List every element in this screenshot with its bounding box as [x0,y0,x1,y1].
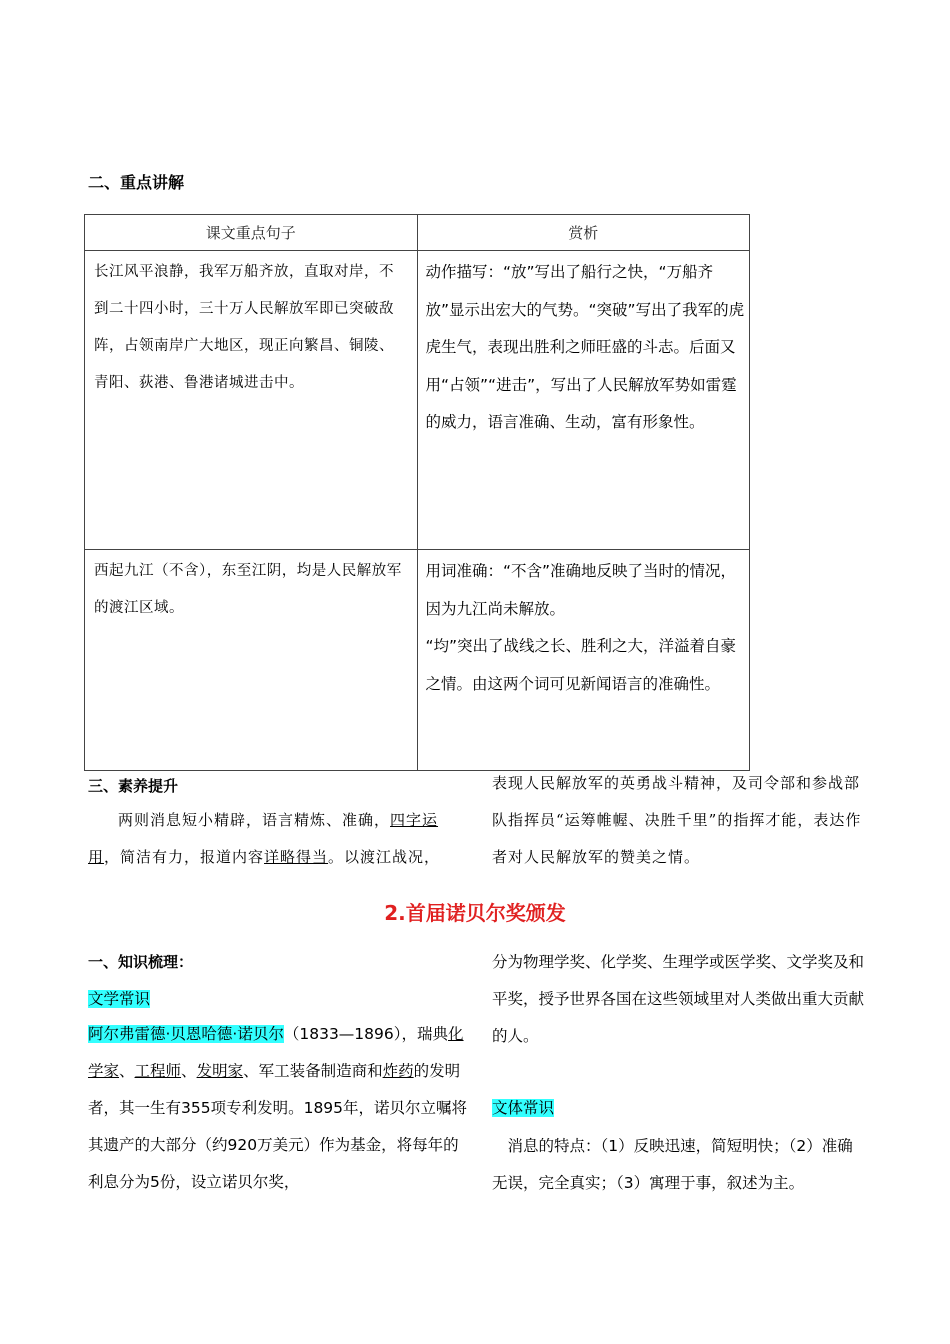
highlighted-label: 文学常识 [88,990,151,1008]
text-run: 、军工装备制造商和 [243,1062,383,1080]
nobel-prize-categories: 分为物理学奖、化学奖、生理学或医学奖、文学奖及和平奖，授予世界各国在这些领域里对人类做出重大贡献的人。 [492,953,865,1045]
genre-label [492,1090,554,1127]
table-header-cell: 赏析 [417,215,750,251]
nobel-biography [88,1016,468,1201]
improvement-paragraph-left [88,802,462,876]
underlined-term: 化学家 [88,1025,464,1080]
table-row [85,550,750,771]
analysis-paragraph: “均”突出了战线之长、胜利之大，洋溢着自豪之情。由这两个词可见新闻语言的准确性。 [425,637,737,693]
section-heading-improvement: 三、素养提升 [88,777,179,795]
sentence-cell: 西起九江（不含），东至江阴，均是人民解放军的渡江区域。 [85,550,418,771]
text-run: 的发明者，其一生有355项专利发明。1895年，诺贝尔立嘱将其遗产的大部分（约920万美元）作为基金，将每年的利息分为5份，设立诺贝尔奖， [88,1062,468,1191]
text-run: 两则消息短小精辟，语言精炼、准确， [118,811,391,829]
key-sentences-table [84,214,750,771]
improvement-paragraph-right: 表现人民解放军的英勇战斗精神，及司令部和参战部队指挥员“运筹帷幄、决胜千里”的指挥才能，表达作者对人民解放军的赞美之情。 [492,774,862,866]
analysis-paragraph: 用词准确：“不含”准确地反映了当时的情况，因为九江尚未解放。 [425,562,737,618]
underlined-term: 炸药 [382,1062,414,1080]
sentence-cell: 长江风平浪静，我军万船齐放，直取对岸，不到二十四小时，三十万人民解放军即已突破敌阵，占领南岸广大地区，现正向繁昌、铜陵、青阳、荻港、鲁港诸城进击中。 [85,251,418,550]
text-run: （1833—1896）， [283,1025,418,1043]
text-run: 瑞典 [417,1025,449,1043]
underlined-term: 发明家 [196,1062,244,1080]
text-run: 、 [181,1062,197,1080]
literature-label [88,981,150,1018]
analysis-cell [417,550,750,771]
highlighted-label: 文体常识 [492,1099,555,1117]
table-row [85,251,750,550]
text-run: ，简洁有力，报道内容 [104,848,265,866]
highlighted-name: 阿尔弗雷德·贝恩哈德·诺贝尔 [88,1025,284,1043]
section-heading-knowledge: 一、知识梳理： [88,953,194,971]
table-header-cell: 课文重点句子 [85,215,418,251]
genre-paragraph: 消息的特点：（1）反映迅速，简短明快；（2）准确无误，完全真实；（3）寓理于事，叙述为主。 [492,1137,853,1192]
underlined-term: 工程师 [134,1062,182,1080]
text-run: 。以渡江战况， [328,848,441,866]
article-title: 2.首届诺贝尔奖颁发 [384,901,566,925]
underlined-term: 详略得当 [264,848,329,866]
underlined-term: 四字运用 [88,811,439,866]
text-run: 、 [119,1062,135,1080]
table-header-row [85,215,750,251]
analysis-cell: 动作描写：“放”写出了船行之快，“万船齐放”显示出宏大的气势。“突破”写出了我军的虎虎生气，表现出胜利之师旺盛的斗志。后面又用“占领”“进击”，写出了人民解放军势如雷霆的威力，语言准确、生动，富有形象性。 [417,251,750,550]
section-heading-key-points: 二、重点讲解 [88,173,185,192]
